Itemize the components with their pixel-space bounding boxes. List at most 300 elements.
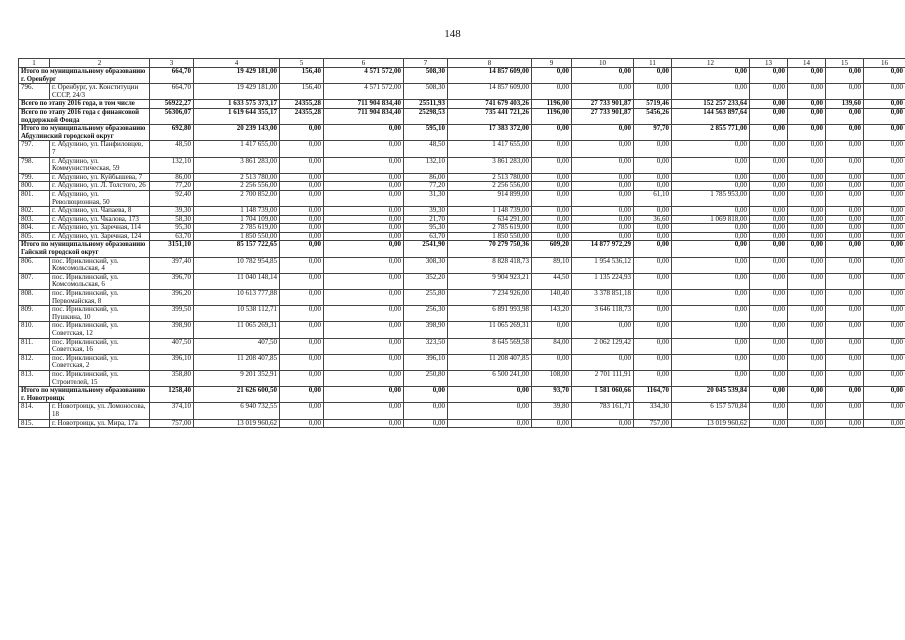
total-row: [19, 68, 905, 84]
value-cell: 0,00: [280, 354, 324, 370]
value-cell: 0,00: [750, 322, 788, 338]
value-cell: 0,00: [864, 215, 905, 224]
value-cell: 0,00: [324, 125, 404, 141]
value-cell: 63,70: [150, 232, 194, 241]
value-cell: 2 785 619,00: [194, 224, 280, 233]
value-cell: 0,00: [448, 387, 532, 403]
value-cell: 0,00: [634, 84, 672, 100]
value-cell: 0,00: [324, 215, 404, 224]
value-cell: 0,00: [280, 290, 324, 306]
value-cell: 4 571 572,00: [324, 84, 404, 100]
value-cell: 0,00: [672, 370, 750, 386]
address-cell: пос. Ириклинский, ул. Советская, 2: [50, 354, 150, 370]
total-label: Итого по муниципальному образованию Абдулинский городской округ: [19, 125, 150, 141]
value-cell: 48,50: [404, 141, 448, 157]
value-cell: 0,00: [634, 338, 672, 354]
value-cell: 0,00: [324, 273, 404, 289]
value-cell: 39,30: [150, 207, 194, 216]
value-cell: 0,00: [532, 419, 572, 428]
value-cell: 11 208 407,85: [194, 354, 280, 370]
address-cell: г. Абдулино, ул. Революционная, 50: [50, 190, 150, 206]
total-row: [19, 387, 905, 403]
value-cell: 139,60: [826, 100, 864, 109]
table-row: [19, 370, 905, 386]
value-cell: 1 633 575 373,17: [194, 100, 280, 109]
value-cell: 0,00: [634, 232, 672, 241]
value-cell: 0,00: [280, 190, 324, 206]
value-cell: 0,00: [864, 190, 905, 206]
value-cell: 156,40: [280, 84, 324, 100]
value-cell: 0,00: [826, 207, 864, 216]
value-cell: 1 581 060,66: [572, 387, 634, 403]
value-cell: 0,00: [864, 322, 905, 338]
value-cell: 0,00: [532, 68, 572, 84]
value-cell: 374,10: [150, 403, 194, 419]
value-cell: 0,00: [280, 257, 324, 273]
value-cell: 1 148 739,00: [194, 207, 280, 216]
value-cell: 0,00: [672, 322, 750, 338]
value-cell: 0,00: [826, 306, 864, 322]
value-cell: 8 828 418,73: [448, 257, 532, 273]
value-cell: 11 065 269,31: [448, 322, 532, 338]
value-cell: 0,00: [634, 241, 672, 257]
value-cell: 0,00: [532, 354, 572, 370]
value-cell: 0,00: [864, 290, 905, 306]
value-cell: 0,00: [864, 338, 905, 354]
address-cell: пос. Ириклинский, ул. Комсомольская, 4: [50, 257, 150, 273]
value-cell: 2 855 771,00: [672, 125, 750, 141]
value-cell: 0,00: [864, 141, 905, 157]
value-cell: 132,10: [404, 157, 448, 173]
value-cell: 1 850 550,00: [448, 232, 532, 241]
value-cell: 0,00: [826, 257, 864, 273]
value-cell: 2 701 111,91: [572, 370, 634, 386]
address-cell: г. Оренбург, ул. Конституции СССР, 24/3: [50, 84, 150, 100]
address-cell: пос. Ириклинский, ул. Строителей, 15: [50, 370, 150, 386]
value-cell: 0,00: [826, 141, 864, 157]
value-cell: 0,00: [672, 68, 750, 84]
value-cell: 0,00: [788, 241, 826, 257]
value-cell: 0,00: [750, 354, 788, 370]
value-cell: 0,00: [572, 207, 634, 216]
value-cell: 0,00: [280, 182, 324, 191]
value-cell: 0,00: [672, 306, 750, 322]
value-cell: 0,00: [750, 224, 788, 233]
value-cell: 0,00: [532, 215, 572, 224]
value-cell: 77,20: [150, 182, 194, 191]
value-cell: 0,00: [532, 141, 572, 157]
value-cell: 19 429 181,00: [194, 68, 280, 84]
table-row: [19, 173, 905, 182]
table-row: [19, 224, 905, 233]
value-cell: 21,70: [404, 215, 448, 224]
column-number: 4: [194, 59, 280, 68]
value-cell: 93,70: [532, 387, 572, 403]
value-cell: 0,00: [280, 370, 324, 386]
value-cell: 0,00: [788, 224, 826, 233]
value-cell: 0,00: [324, 306, 404, 322]
column-number: 11: [634, 59, 672, 68]
value-cell: 5456,26: [634, 108, 672, 124]
value-cell: 11 040 148,14: [194, 273, 280, 289]
value-cell: 0,00: [634, 273, 672, 289]
value-cell: 152 257 233,64: [672, 100, 750, 109]
total-row: [19, 241, 905, 257]
value-cell: 0,00: [750, 173, 788, 182]
value-cell: 1196,00: [532, 100, 572, 109]
address-cell: г. Абдулино, ул. Панфиловцев, 7: [50, 141, 150, 157]
table-row: [19, 419, 905, 428]
total-label: Итого по муниципальному образованию г. Новотроицк: [19, 387, 150, 403]
total-row: [19, 100, 905, 109]
address-cell: г. Абдулино, ул. Заречная, 114: [50, 224, 150, 233]
value-cell: 0,00: [280, 157, 324, 173]
value-cell: 108,00: [532, 370, 572, 386]
column-number-row: [19, 59, 905, 68]
value-cell: 0,00: [324, 232, 404, 241]
value-cell: 0,00: [324, 241, 404, 257]
value-cell: 0,00: [826, 108, 864, 124]
value-cell: 0,00: [750, 108, 788, 124]
value-cell: 735 441 721,26: [448, 108, 532, 124]
value-cell: 0,00: [280, 387, 324, 403]
value-cell: 0,00: [532, 173, 572, 182]
value-cell: 0,00: [404, 403, 448, 419]
value-cell: 2 700 852,00: [194, 190, 280, 206]
value-cell: 1 850 550,00: [194, 232, 280, 241]
value-cell: 1258,40: [150, 387, 194, 403]
value-cell: 0,00: [750, 232, 788, 241]
value-cell: 0,00: [634, 354, 672, 370]
value-cell: 0,00: [788, 387, 826, 403]
value-cell: 0,00: [864, 100, 905, 109]
value-cell: 11 208 407,85: [448, 354, 532, 370]
total-row: [19, 108, 905, 124]
row-number: 815.: [19, 419, 50, 428]
table-row: [19, 306, 905, 322]
value-cell: 255,80: [404, 290, 448, 306]
value-cell: 0,00: [826, 387, 864, 403]
value-cell: 0,00: [324, 182, 404, 191]
value-cell: 77,20: [404, 182, 448, 191]
value-cell: 0,00: [864, 68, 905, 84]
value-cell: 0,00: [750, 290, 788, 306]
value-cell: 0,00: [750, 241, 788, 257]
value-cell: 0,00: [324, 157, 404, 173]
value-cell: 0,00: [826, 224, 864, 233]
value-cell: 0,00: [788, 100, 826, 109]
column-number: 16: [864, 59, 905, 68]
value-cell: 0,00: [572, 419, 634, 428]
value-cell: 0,00: [750, 190, 788, 206]
value-cell: 9 904 923,21: [448, 273, 532, 289]
value-cell: 0,00: [826, 68, 864, 84]
address-cell: г. Новотроицк, ул. Ломоносова, 18: [50, 403, 150, 419]
value-cell: 39,80: [532, 403, 572, 419]
value-cell: 0,00: [672, 257, 750, 273]
value-cell: 1 148 739,00: [448, 207, 532, 216]
value-cell: 61,10: [634, 190, 672, 206]
total-label: Итого по муниципальному образованию г. Оренбург: [19, 68, 150, 84]
value-cell: 0,00: [634, 257, 672, 273]
column-number: 8: [448, 59, 532, 68]
value-cell: 0,00: [572, 141, 634, 157]
value-cell: 0,00: [634, 207, 672, 216]
value-cell: 0,00: [864, 125, 905, 141]
value-cell: 0,00: [750, 370, 788, 386]
value-cell: 0,00: [532, 182, 572, 191]
value-cell: 0,00: [280, 322, 324, 338]
value-cell: 0,00: [324, 387, 404, 403]
value-cell: 634 291,00: [448, 215, 532, 224]
value-cell: 21 626 600,50: [194, 387, 280, 403]
value-cell: 85 157 722,65: [194, 241, 280, 257]
value-cell: 0,00: [448, 419, 532, 428]
value-cell: 20 239 143,00: [194, 125, 280, 141]
value-cell: 24355,28: [280, 108, 324, 124]
value-cell: 0,00: [280, 173, 324, 182]
value-cell: 0,00: [788, 125, 826, 141]
row-number: 801.: [19, 190, 50, 206]
value-cell: 92,40: [150, 190, 194, 206]
value-cell: 31,30: [404, 190, 448, 206]
value-cell: 0,00: [324, 338, 404, 354]
value-cell: 0,00: [672, 173, 750, 182]
address-cell: г. Новотроицк, ул. Мира, 17а: [50, 419, 150, 428]
value-cell: 0,00: [672, 224, 750, 233]
value-cell: 0,00: [788, 215, 826, 224]
value-cell: 308,30: [404, 257, 448, 273]
value-cell: 0,00: [788, 257, 826, 273]
row-number: 808.: [19, 290, 50, 306]
table-row: [19, 182, 905, 191]
value-cell: 0,00: [280, 125, 324, 141]
value-cell: 0,00: [750, 215, 788, 224]
value-cell: 0,00: [672, 84, 750, 100]
value-cell: 0,00: [826, 173, 864, 182]
value-cell: 0,00: [532, 322, 572, 338]
value-cell: 1 417 655,00: [194, 141, 280, 157]
value-cell: 0,00: [750, 403, 788, 419]
total-label: Итого по муниципальному образованию Гайский городской округ: [19, 241, 150, 257]
value-cell: 0,00: [826, 403, 864, 419]
value-cell: 0,00: [280, 306, 324, 322]
value-cell: 0,00: [672, 232, 750, 241]
value-cell: 0,00: [826, 354, 864, 370]
value-cell: 13 019 960,62: [672, 419, 750, 428]
value-cell: 0,00: [634, 224, 672, 233]
table-row: [19, 257, 905, 273]
value-cell: 914 899,00: [448, 190, 532, 206]
row-number: 803.: [19, 215, 50, 224]
value-cell: 508,30: [404, 84, 448, 100]
value-cell: 0,00: [750, 141, 788, 157]
value-cell: 407,50: [194, 338, 280, 354]
value-cell: 0,00: [324, 190, 404, 206]
value-cell: 1164,70: [634, 387, 672, 403]
table-row: [19, 190, 905, 206]
value-cell: 0,00: [532, 190, 572, 206]
column-number: 7: [404, 59, 448, 68]
value-cell: 0,00: [750, 419, 788, 428]
value-cell: 0,00: [404, 387, 448, 403]
value-cell: 741 679 403,26: [448, 100, 532, 109]
total-label: Всего по этапу 2016 года, в том числе: [19, 100, 150, 109]
table-row: [19, 232, 905, 241]
value-cell: 0,00: [572, 125, 634, 141]
value-cell: 0,00: [788, 182, 826, 191]
value-cell: 0,00: [280, 273, 324, 289]
value-cell: 609,20: [532, 241, 572, 257]
table-row: [19, 157, 905, 173]
value-cell: 692,80: [150, 125, 194, 141]
column-number: 3: [150, 59, 194, 68]
value-cell: 0,00: [280, 141, 324, 157]
value-cell: 0,00: [826, 125, 864, 141]
value-cell: 508,30: [404, 68, 448, 84]
value-cell: 0,00: [826, 273, 864, 289]
value-cell: 56306,07: [150, 108, 194, 124]
value-cell: 36,60: [634, 215, 672, 224]
value-cell: 70 279 750,36: [448, 241, 532, 257]
value-cell: 14 857 609,00: [448, 68, 532, 84]
value-cell: 0,00: [826, 241, 864, 257]
value-cell: 0,00: [572, 84, 634, 100]
value-cell: 0,00: [324, 370, 404, 386]
value-cell: 0,00: [864, 173, 905, 182]
value-cell: 58,30: [150, 215, 194, 224]
value-cell: 0,00: [324, 322, 404, 338]
table-row: [19, 141, 905, 157]
value-cell: 0,00: [634, 322, 672, 338]
value-cell: 0,00: [864, 370, 905, 386]
value-cell: 7 234 926,00: [448, 290, 532, 306]
row-number: 811.: [19, 338, 50, 354]
row-number: 805.: [19, 232, 50, 241]
value-cell: 757,00: [150, 419, 194, 428]
value-cell: 39,30: [404, 207, 448, 216]
address-cell: г. Абдулино, ул. Куйбышева, 7: [50, 173, 150, 182]
value-cell: 0,00: [572, 173, 634, 182]
value-cell: 0,00: [280, 403, 324, 419]
value-cell: 398,90: [150, 322, 194, 338]
value-cell: 0,00: [864, 354, 905, 370]
value-cell: 0,00: [532, 125, 572, 141]
row-number: 809.: [19, 306, 50, 322]
value-cell: 56922,27: [150, 100, 194, 109]
value-cell: 27 733 901,87: [572, 108, 634, 124]
address-cell: пос. Ириклинский, ул. Комсомольская, 6: [50, 273, 150, 289]
value-cell: 0,00: [532, 84, 572, 100]
value-cell: 0,00: [532, 207, 572, 216]
value-cell: 0,00: [788, 68, 826, 84]
value-cell: 0,00: [280, 338, 324, 354]
value-cell: 0,00: [634, 290, 672, 306]
column-number: 13: [750, 59, 788, 68]
value-cell: 95,30: [404, 224, 448, 233]
value-cell: 14 877 972,29: [572, 241, 634, 257]
value-cell: 397,40: [150, 257, 194, 273]
value-cell: 0,00: [634, 370, 672, 386]
value-cell: 0,00: [826, 190, 864, 206]
value-cell: 5719,46: [634, 100, 672, 109]
value-cell: 0,00: [864, 387, 905, 403]
value-cell: 6 157 570,84: [672, 403, 750, 419]
value-cell: 0,00: [826, 84, 864, 100]
value-cell: 11 065 269,31: [194, 322, 280, 338]
value-cell: 0,00: [788, 157, 826, 173]
value-cell: 0,00: [572, 157, 634, 173]
value-cell: 0,00: [788, 354, 826, 370]
value-cell: 0,00: [634, 173, 672, 182]
table-row: [19, 354, 905, 370]
row-number: 800.: [19, 182, 50, 191]
table-row: [19, 403, 905, 419]
value-cell: 19 429 181,00: [194, 84, 280, 100]
value-cell: 8 645 569,58: [448, 338, 532, 354]
value-cell: 0,00: [634, 182, 672, 191]
value-cell: 0,00: [864, 273, 905, 289]
value-cell: 3 378 851,18: [572, 290, 634, 306]
column-number: 12: [672, 59, 750, 68]
column-number: 1: [19, 59, 50, 68]
address-cell: пос. Ириклинский, ул. Советская, 16: [50, 338, 150, 354]
value-cell: 0,00: [788, 190, 826, 206]
value-cell: 0,00: [826, 290, 864, 306]
table-row: [19, 290, 905, 306]
value-cell: 0,00: [672, 157, 750, 173]
value-cell: 1 954 536,12: [572, 257, 634, 273]
row-number: 814.: [19, 403, 50, 419]
value-cell: 10 782 954,85: [194, 257, 280, 273]
value-cell: 1 135 224,93: [572, 273, 634, 289]
address-cell: г. Абдулино, ул. Чапаева, 8: [50, 207, 150, 216]
row-number: 796.: [19, 84, 50, 100]
value-cell: 0,00: [532, 232, 572, 241]
value-cell: 396,10: [150, 354, 194, 370]
value-cell: 0,00: [672, 182, 750, 191]
value-cell: 0,00: [826, 215, 864, 224]
value-cell: 0,00: [572, 224, 634, 233]
value-cell: 9 201 352,91: [194, 370, 280, 386]
row-number: 799.: [19, 173, 50, 182]
value-cell: 0,00: [324, 257, 404, 273]
value-cell: 0,00: [750, 157, 788, 173]
value-cell: 0,00: [324, 354, 404, 370]
value-cell: 0,00: [750, 387, 788, 403]
value-cell: 398,90: [404, 322, 448, 338]
column-number: 6: [324, 59, 404, 68]
column-number: 9: [532, 59, 572, 68]
address-cell: г. Абдулино, ул. Коммунистическая, 59: [50, 157, 150, 173]
value-cell: 1 069 818,00: [672, 215, 750, 224]
value-cell: 0,00: [864, 403, 905, 419]
value-cell: 86,00: [404, 173, 448, 182]
value-cell: 0,00: [324, 173, 404, 182]
value-cell: 0,00: [864, 257, 905, 273]
value-cell: 144 563 897,64: [672, 108, 750, 124]
value-cell: 0,00: [280, 215, 324, 224]
value-cell: 0,00: [324, 141, 404, 157]
value-cell: 0,00: [572, 190, 634, 206]
column-number: 5: [280, 59, 324, 68]
value-cell: 0,00: [532, 157, 572, 173]
row-number: 804.: [19, 224, 50, 233]
value-cell: 6 940 732,55: [194, 403, 280, 419]
value-cell: 664,70: [150, 84, 194, 100]
value-cell: 2541,90: [404, 241, 448, 257]
column-number: 10: [572, 59, 634, 68]
